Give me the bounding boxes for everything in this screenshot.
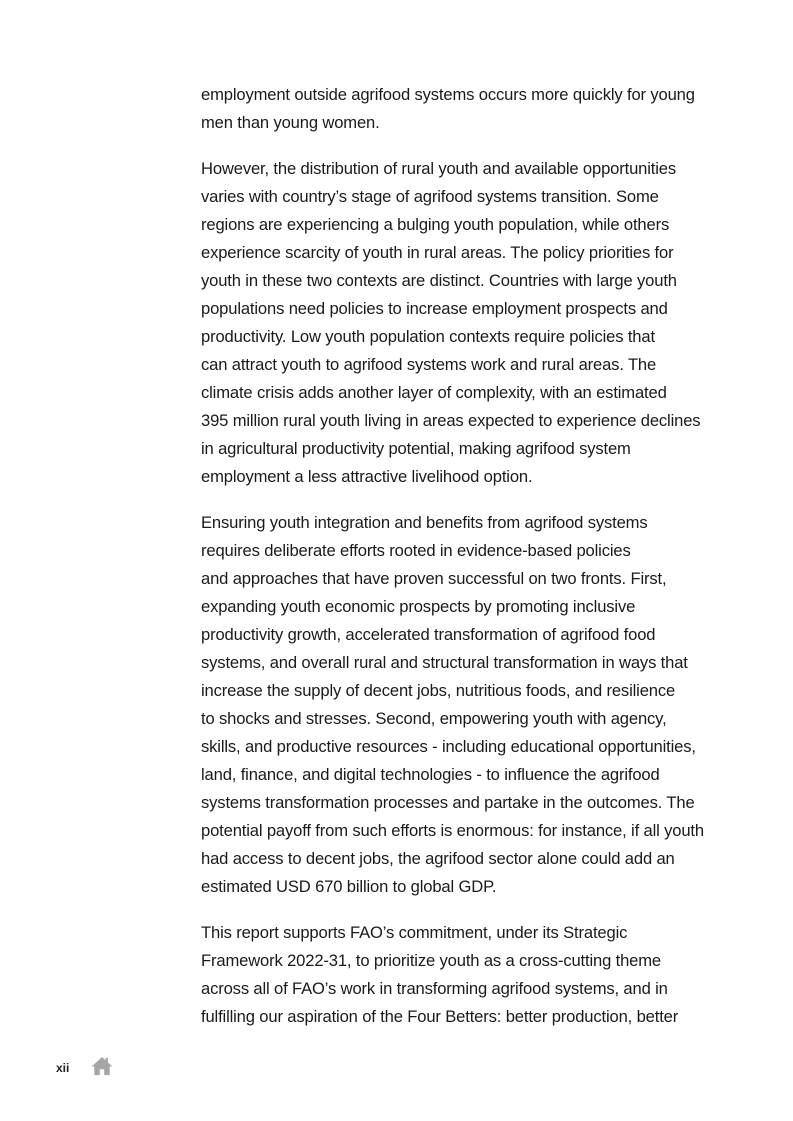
text-line: Framework 2022-31, to prioritize youth as a cross-cutting theme — [201, 951, 661, 970]
text-line: regions are experiencing a bulging youth population, while others — [201, 215, 670, 234]
text-line: men than young women. — [201, 113, 380, 132]
text-line: had access to decent jobs, the agrifood sector alone could add an — [201, 849, 675, 868]
text-line: increase the supply of decent jobs, nutritious foods, and resilience — [201, 681, 676, 700]
text-line: employment a less attractive livelihood option. — [201, 467, 533, 486]
text-line: productivity. Low youth population contexts require policies that — [201, 327, 655, 346]
text-line: varies with country’s stage of agrifood systems transition. Some — [201, 187, 659, 206]
text-line: land, finance, and digital technologies - to influence the agrifood — [201, 765, 660, 784]
text-line: across all of FAO’s work in transforming agrifood systems, and in — [201, 979, 668, 998]
text-line: estimated USD 670 billion to global GDP. — [201, 877, 497, 896]
text-line: This report supports FAO’s commitment, under its Strategic — [201, 923, 628, 942]
text-line: systems, and overall rural and structural transformation in ways that — [201, 653, 688, 672]
home-icon-shape — [92, 1057, 113, 1075]
page-number: xii — [56, 1061, 70, 1075]
text-line: employment outside agrifood systems occurs more quickly for young — [201, 85, 695, 104]
text-line: experience scarcity of youth in rural areas. The policy priorities for — [201, 243, 674, 262]
paragraph-1 — [201, 81, 761, 137]
paragraph-3 — [201, 509, 761, 901]
text-line: to shocks and stresses. Second, empowering youth with agency, — [201, 709, 667, 728]
paragraph-2 — [201, 155, 761, 491]
text-line: can attract youth to agrifood systems work and rural areas. The — [201, 355, 657, 374]
text-line: fulfilling our aspiration of the Four Betters: better production, better — [201, 1007, 679, 1026]
text-line: productivity growth, accelerated transformation of agrifood food — [201, 625, 656, 644]
body-text — [201, 81, 761, 1049]
text-line: populations need policies to increase employment prospects and — [201, 299, 668, 318]
text-line: climate crisis adds another layer of complexity, with an estimated — [201, 383, 667, 402]
text-line: Ensuring youth integration and benefits from agrifood systems — [201, 513, 648, 532]
text-line: skills, and productive resources - including educational opportunities, — [201, 737, 696, 756]
text-line: in agricultural productivity potential, making agrifood system — [201, 439, 631, 458]
text-line: requires deliberate efforts rooted in evidence-based policies — [201, 541, 631, 560]
text-line: expanding youth economic prospects by promoting inclusive — [201, 597, 636, 616]
paragraph-4 — [201, 919, 761, 1031]
text-line: and approaches that have proven successful on two fronts. First, — [201, 569, 667, 588]
home-icon[interactable] — [91, 1055, 113, 1077]
text-line: 395 million rural youth living in areas expected to experience declines — [201, 411, 701, 430]
text-line: However, the distribution of rural youth and available opportunities — [201, 159, 676, 178]
text-line: systems transformation processes and partake in the outcomes. The — [201, 793, 695, 812]
text-line: potential payoff from such efforts is enormous: for instance, if all youth — [201, 821, 704, 840]
text-line: youth in these two contexts are distinct. Countries with large youth — [201, 271, 677, 290]
page-footer — [56, 1055, 113, 1077]
